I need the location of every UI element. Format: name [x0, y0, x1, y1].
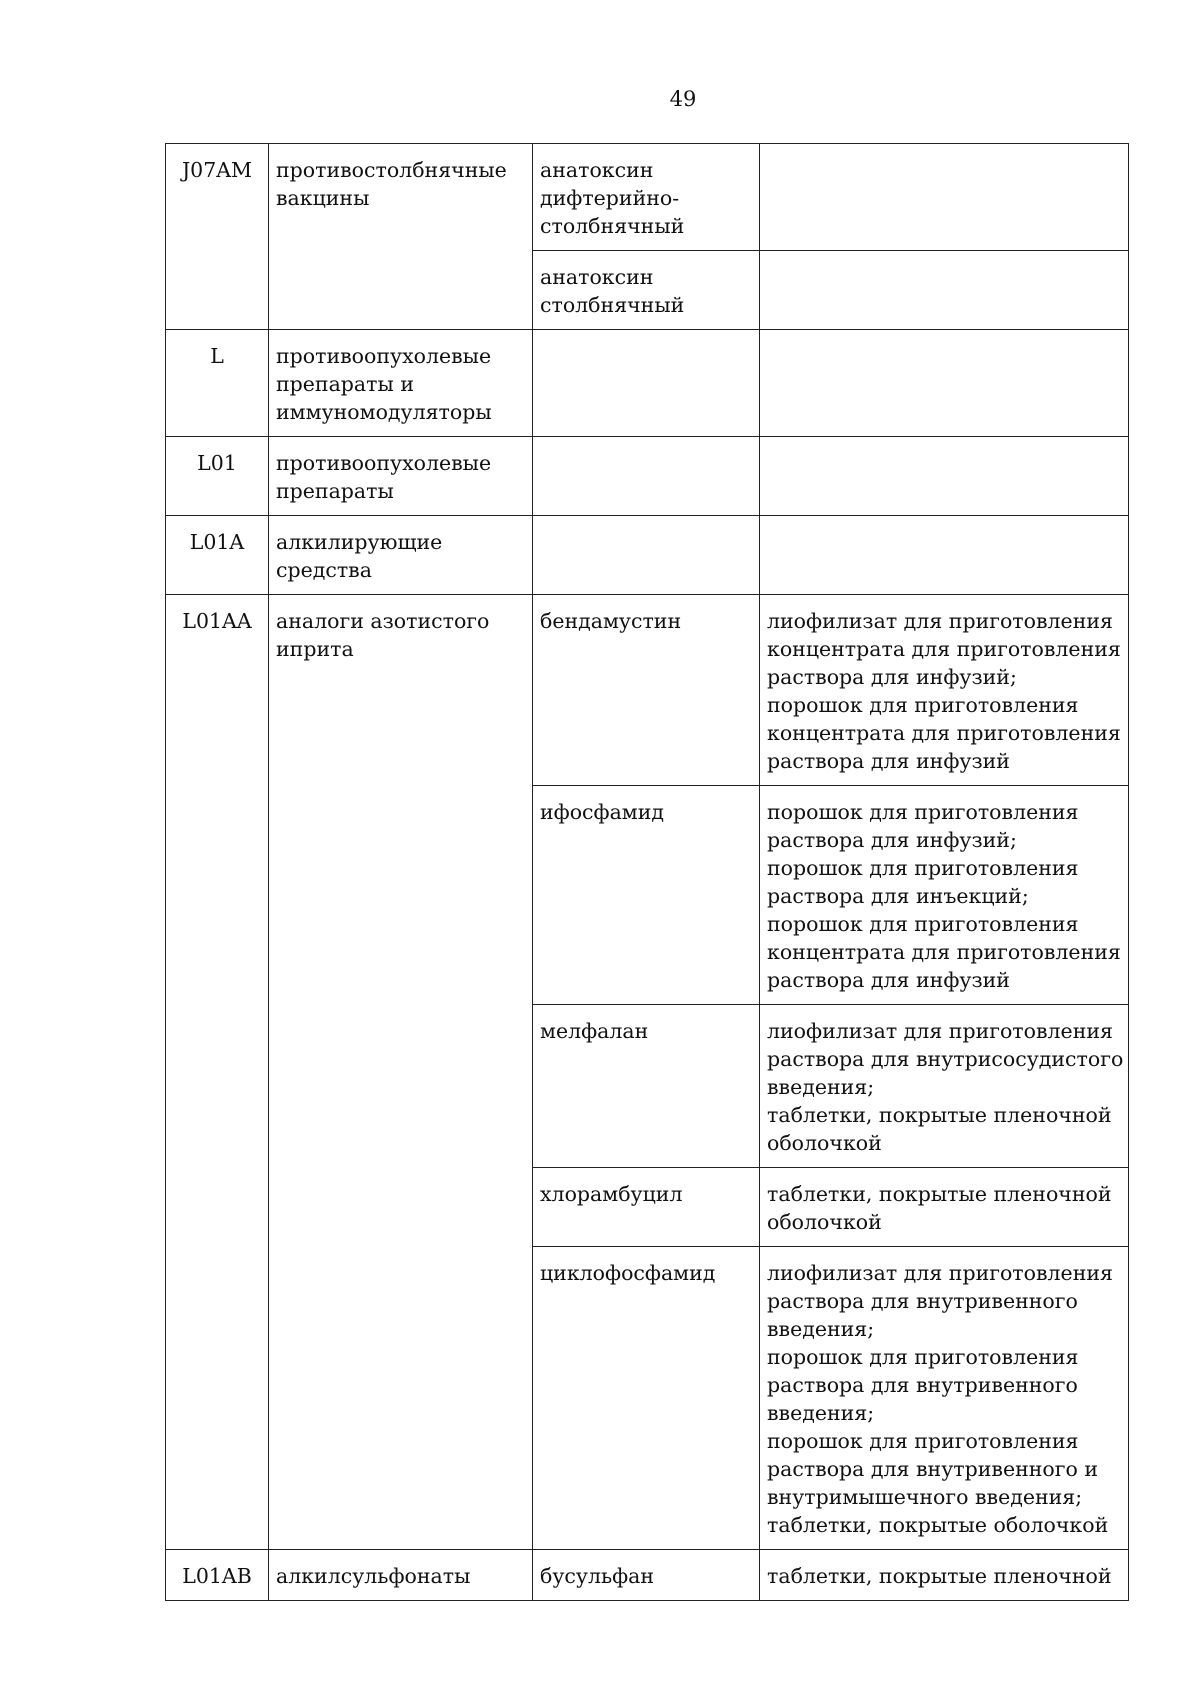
drug-name-line: хлорамбуцил — [540, 1182, 683, 1206]
dosage-form-line: раствора для инфузий; — [767, 665, 1017, 689]
drug-name-line: ифосфамид — [540, 800, 665, 824]
drug-name-cell — [533, 1168, 760, 1247]
atc-group-cell — [269, 437, 533, 516]
drug-name-line: мелфалан — [540, 1019, 649, 1043]
drug-name-cell — [533, 786, 760, 1005]
atc-group-line: алкилсульфонаты — [276, 1564, 471, 1588]
drug-name-line: анатоксин — [540, 265, 654, 289]
dosage-form-line: порошок для приготовления — [767, 1429, 1079, 1453]
drug-name-line: циклофосфамид — [540, 1261, 716, 1285]
dosage-form-line: таблетки, покрытые пленочной — [767, 1564, 1112, 1588]
dosage-form-line: раствора для инъекций; — [767, 884, 1029, 908]
drug-name-line: анатоксин — [540, 158, 654, 182]
dosage-form-cell — [760, 516, 1129, 595]
dosage-form-cell — [760, 1550, 1129, 1601]
table-row — [166, 516, 1129, 595]
atc-code-cell — [166, 1550, 269, 1601]
dosage-form-line: введения; — [767, 1401, 875, 1425]
table-row — [166, 595, 1129, 786]
dosage-form-line: концентрата для приготовления — [767, 721, 1121, 745]
drug-name-line: столбнячный — [540, 293, 685, 317]
drug-name-cell — [533, 144, 760, 251]
dosage-form-line: лиофилизат для приготовления — [767, 609, 1113, 633]
dosage-form-line: порошок для приготовления — [767, 912, 1079, 936]
dosage-form-cell — [760, 144, 1129, 251]
table-row — [166, 1550, 1129, 1601]
table-row — [166, 144, 1129, 251]
dosage-form-line: порошок для приготовления — [767, 1345, 1079, 1369]
atc-group-line: противоопухолевые — [276, 451, 492, 475]
atc-group-cell — [269, 144, 533, 330]
atc-code: L01A — [189, 530, 245, 554]
atc-group-line: средства — [276, 558, 372, 582]
dosage-form-cell — [760, 330, 1129, 437]
drug-name-cell — [533, 595, 760, 786]
drug-name-cell — [533, 330, 760, 437]
dosage-form-line: таблетки, покрытые пленочной — [767, 1103, 1112, 1127]
dosage-form-line: внутримышечного введения; — [767, 1485, 1083, 1509]
atc-group-line: вакцины — [276, 186, 370, 210]
dosage-form-cell — [760, 251, 1129, 330]
atc-group-cell — [269, 516, 533, 595]
drug-name-cell — [533, 1247, 760, 1550]
dosage-form-cell — [760, 1005, 1129, 1168]
dosage-form-line: таблетки, покрытые пленочной — [767, 1182, 1112, 1206]
atc-code: L — [210, 344, 224, 368]
drug-name-cell — [533, 251, 760, 330]
dosage-form-line: порошок для приготовления — [767, 693, 1079, 717]
dosage-form-line: лиофилизат для приготовления — [767, 1261, 1113, 1285]
drug-name-line: столбнячный — [540, 214, 685, 238]
atc-group-line: препараты — [276, 479, 394, 503]
dosage-form-cell — [760, 595, 1129, 786]
table-row — [166, 330, 1129, 437]
dosage-form-line: концентрата для приготовления — [767, 637, 1121, 661]
atc-group-cell — [269, 1550, 533, 1601]
dosage-form-line: порошок для приготовления — [767, 800, 1079, 824]
dosage-form-cell — [760, 437, 1129, 516]
dosage-form-line: раствора для инфузий — [767, 968, 1010, 992]
atc-code: L01AA — [182, 609, 252, 633]
dosage-form-line: раствора для инфузий; — [767, 828, 1017, 852]
page-number: 49 — [669, 87, 697, 111]
dosage-form-cell — [760, 786, 1129, 1005]
dosage-form-cell — [760, 1168, 1129, 1247]
dosage-form-line: введения; — [767, 1075, 875, 1099]
atc-code-cell — [166, 330, 269, 437]
dosage-form-line: раствора для инфузий — [767, 749, 1010, 773]
atc-code-cell — [166, 437, 269, 516]
atc-group-line: препараты и — [276, 372, 414, 396]
atc-code: L01 — [197, 451, 237, 475]
atc-group-line: противоопухолевые — [276, 344, 492, 368]
atc-group-cell — [269, 595, 533, 1550]
atc-code-cell — [166, 595, 269, 1550]
dosage-form-line: таблетки, покрытые оболочкой — [767, 1513, 1109, 1537]
atc-group-line: противостолбнячные — [276, 158, 507, 182]
dosage-form-line: раствора для внутрисосудистого — [767, 1047, 1124, 1071]
atc-group-line: иприта — [276, 637, 354, 661]
drug-name-cell — [533, 437, 760, 516]
dosage-form-line: раствора для внутривенного — [767, 1289, 1078, 1313]
atc-group-line: алкилирующие — [276, 530, 443, 554]
atc-code-cell — [166, 516, 269, 595]
atc-group-line: иммуномодуляторы — [276, 400, 492, 424]
dosage-form-line: раствора для внутривенного и — [767, 1457, 1099, 1481]
dosage-form-line: оболочкой — [767, 1131, 882, 1155]
atc-group-cell — [269, 330, 533, 437]
atc-code: J07AM — [181, 158, 253, 182]
dosage-form-line: раствора для внутривенного — [767, 1373, 1078, 1397]
dosage-form-cell — [760, 1247, 1129, 1550]
drug-name-cell — [533, 516, 760, 595]
drug-name-line: бендамустин — [540, 609, 682, 633]
table-row — [166, 437, 1129, 516]
atc-code: L01AB — [182, 1564, 252, 1588]
atc-code-cell — [166, 144, 269, 330]
dosage-form-line: оболочкой — [767, 1210, 882, 1234]
medication-table — [165, 143, 1129, 1601]
atc-group-line: аналоги азотистого — [276, 609, 490, 633]
drug-name-line: бусульфан — [540, 1564, 655, 1588]
dosage-form-line: введения; — [767, 1317, 875, 1341]
dosage-form-line: порошок для приготовления — [767, 856, 1079, 880]
dosage-form-line: лиофилизат для приготовления — [767, 1019, 1113, 1043]
drug-name-cell — [533, 1005, 760, 1168]
drug-name-line: дифтерийно- — [540, 186, 680, 210]
dosage-form-line: концентрата для приготовления — [767, 940, 1121, 964]
drug-name-cell — [533, 1550, 760, 1601]
